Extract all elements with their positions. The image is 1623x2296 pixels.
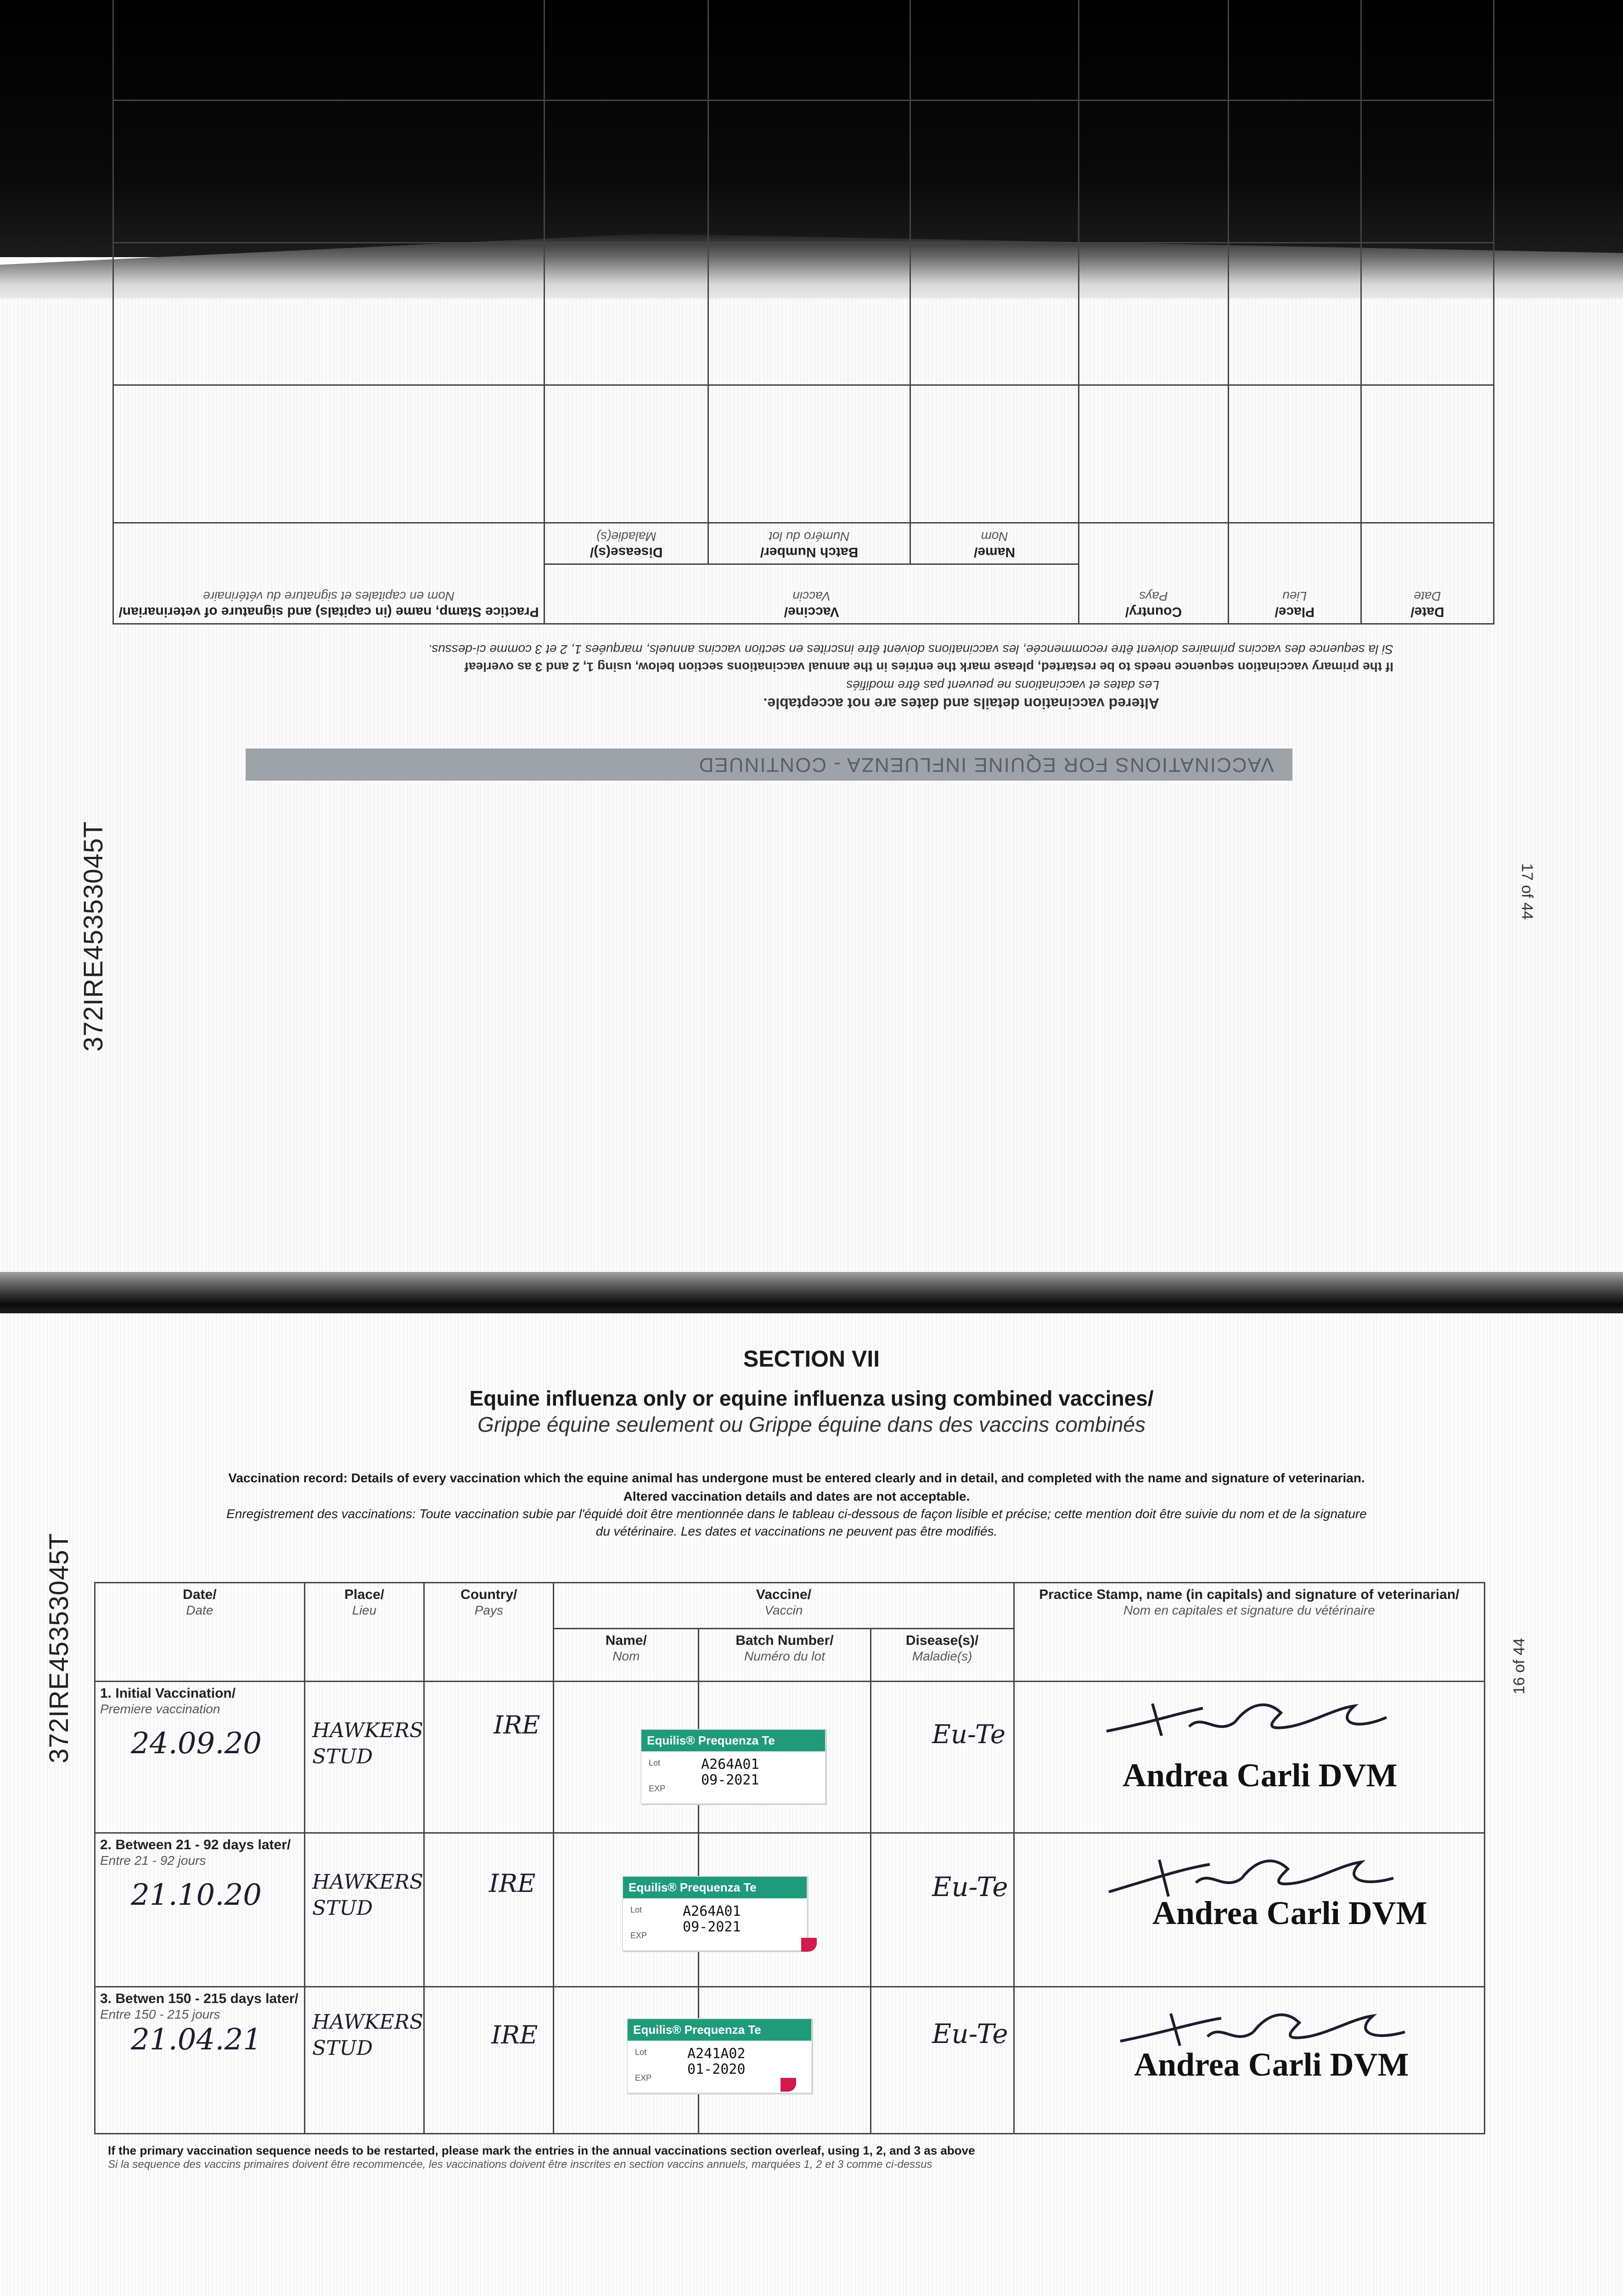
vaccine-label-sticker	[622, 1876, 808, 1951]
country-cell	[424, 1682, 554, 1833]
annual-vaccination-table	[112, 0, 1494, 625]
country-cell	[424, 1987, 554, 2134]
restart-notice: If the primary vaccination sequence needs to be restarted, please mark the entries in the annual vaccinations section below, using 1, 2 and 3 as overleaf	[464, 660, 1393, 674]
exp-label: EXP	[630, 1931, 647, 1940]
restart-footnote-fr: Si la sequence des vaccins primaires doivent être recommencée, les vaccinations doivent être inscrites en section vaccins annuels, marquées 1, 2 et 3 comme ci-dessus	[108, 2158, 932, 2171]
country-header: Country/ Pays	[424, 1583, 554, 1682]
batch-header: Batch Number/ Numéro du lot	[699, 1629, 870, 1682]
handwritten-country: IRE	[489, 1869, 536, 1898]
batch-number: A241A02	[687, 2046, 746, 2062]
lot-label: Lot	[635, 2048, 647, 2057]
veterinarian-name: Andrea Carli DVM	[1123, 1757, 1398, 1794]
name-header: Name/ Nom	[554, 1629, 699, 1682]
handwritten-disease: Eu-Te	[932, 1871, 1008, 1902]
record-instructions-fr: Enregistrement des vaccinations: Toute vaccination subie par l'équidé doit être mentionnée dans le tableau ci-dessous de façon lisible et précise; cette mention doit être suivie du nom et de la signature	[226, 1507, 1367, 1521]
restart-notice-fr: Si la sequence des vaccins primaires doivent être recommencée, les vaccinations doivent être inscrites en section vaccins annuels, marquées 1, 2 et 3 comme ci-dessus.	[428, 642, 1393, 657]
section-subtitle-fr: Grippe équine seulement ou Grippe équine dans des vaccins combinés	[477, 1412, 1146, 1436]
upper-page	[0, 298, 1623, 1277]
disease-cell	[870, 1833, 1014, 1987]
section-band-title: VACCINATIONS FOR EQUINE INFLUENZA - CONTINUED	[246, 748, 1292, 781]
altered-notice: Altered vaccination details and dates are not acceptable.	[763, 695, 1159, 712]
vaccine-label-sticker	[640, 1729, 826, 1804]
document-id-lower: 372IRE45353045T	[44, 1533, 74, 1763]
disease-header: Disease(s)/ Maladie(s)	[545, 523, 708, 564]
place-header: Place/ Lieu	[304, 1583, 424, 1682]
handwritten-place: HAWKERS STUD	[312, 1870, 423, 1920]
stamp-header: Practice Stamp, name (in capitals) and signature of veterinarian/ Nom en capitales et signature du vétérinaire	[1014, 1583, 1484, 1682]
table-row	[113, 0, 1494, 101]
altered-notice-fr: Les dates et vaccinations ne peuvent pas être modifiés	[846, 678, 1159, 692]
handwritten-place: HAWKERS STUD	[312, 2010, 423, 2060]
disease-header: Disease(s)/ Maladie(s)	[870, 1629, 1014, 1682]
veterinarian-name: Andrea Carli DVM	[1152, 1895, 1427, 1931]
restart-footnote: If the primary vaccination sequence needs to be restarted, please mark the entries in the annual vaccinations section overleaf, using 1, 2, and 3 as above	[108, 2144, 975, 2157]
batch-number: A264A01	[683, 1903, 741, 1919]
disease-cell	[870, 1682, 1014, 1833]
handwritten-disease: Eu-Te	[932, 1720, 1006, 1750]
page-number-lower: 16 of 44	[1511, 1638, 1528, 1694]
handwritten-country: IRE	[491, 2020, 538, 2049]
table-row	[113, 101, 1494, 243]
veterinarian-signature	[1111, 2000, 1410, 2050]
section-subtitle: Equine influenza only or equine influenza using combined vaccines/	[469, 1386, 1154, 1410]
book-fold	[0, 1272, 1623, 1318]
page-number-upper: 17 of 44	[1518, 863, 1536, 920]
record-instructions: Vaccination record: Details of every vaccination which the equine animal has undergone must be entered clearly and in detail, and completed with the name and signature of veterinarian.	[228, 1471, 1365, 1485]
lot-label: Lot	[630, 1905, 642, 1914]
vaccine-brand: Equilis® Prequenza Te	[641, 1730, 825, 1751]
date-cell: 2. Between 21 - 92 days later/ Entre 21 - 92 jours	[95, 1833, 305, 1987]
handwritten-place: HAWKERS STUD	[312, 1719, 423, 1769]
vaccine-header: Vaccine/ Vaccin	[545, 564, 1079, 624]
vaccine-brand: Equilis® Prequenza Te	[623, 1877, 807, 1898]
date-header: Date/ Date	[95, 1583, 305, 1682]
date-cell: 3. Betwen 150 - 215 days later/ Entre 150 - 215 jours	[95, 1987, 305, 2134]
expiry-date: 01-2020	[687, 2061, 746, 2077]
date-cell: 1. Initial Vaccination/ Premiere vaccination	[95, 1682, 305, 1833]
batch-number: A264A01	[701, 1756, 759, 1773]
vaccine-brand: Equilis® Prequenza Te	[628, 2019, 811, 2041]
handwritten-date: 21.04.21	[131, 2023, 262, 2057]
stamp-header: Practice Stamp, name (in capitals) and signature of veterinarian/ Nom en capitales et signature du vétérinaire	[113, 523, 545, 624]
handwritten-disease: Eu-Te	[932, 2018, 1008, 2049]
handwritten-date: 21.10.20	[131, 1878, 262, 1912]
vaccine-header: Vaccine/ Vaccin	[554, 1583, 1014, 1629]
veterinarian-signature	[1100, 1851, 1398, 1901]
expiry-date: 09-2021	[683, 1919, 741, 1935]
lot-label: Lot	[649, 1758, 661, 1767]
document-id-upper: 372IRE45353045T	[79, 821, 108, 1052]
handwritten-date: 24.09.20	[131, 1727, 262, 1761]
veterinarian-signature	[1097, 1694, 1396, 1745]
disease-cell	[870, 1987, 1014, 2134]
upper-page-rotated-content	[0, 298, 1623, 1277]
record-instructions-fr-2: du vétérinaire. Les dates et vaccinations ne peuvent pas être modifiés.	[595, 1524, 998, 1538]
record-altered-notice: Altered vaccination details and dates are not acceptable.	[623, 1489, 970, 1503]
handwritten-country: IRE	[494, 1711, 540, 1739]
table-row	[113, 385, 1494, 523]
date-header: Date/ Date	[1361, 523, 1494, 624]
exp-label: EXP	[635, 2073, 652, 2082]
expiry-date: 09-2021	[701, 1772, 759, 1788]
table-row	[113, 243, 1494, 385]
name-header: Name/ Nom	[910, 523, 1079, 564]
section-title: SECTION VII	[743, 1346, 880, 1372]
country-header: Country/ Pays	[1079, 523, 1229, 624]
exp-label: EXP	[649, 1784, 666, 1793]
veterinarian-name: Andrea Carli DVM	[1134, 2046, 1409, 2083]
country-cell	[424, 1833, 554, 1987]
batch-header: Batch Number/ Numéro du lot	[708, 523, 910, 564]
place-header: Place/ Lieu	[1228, 523, 1361, 624]
